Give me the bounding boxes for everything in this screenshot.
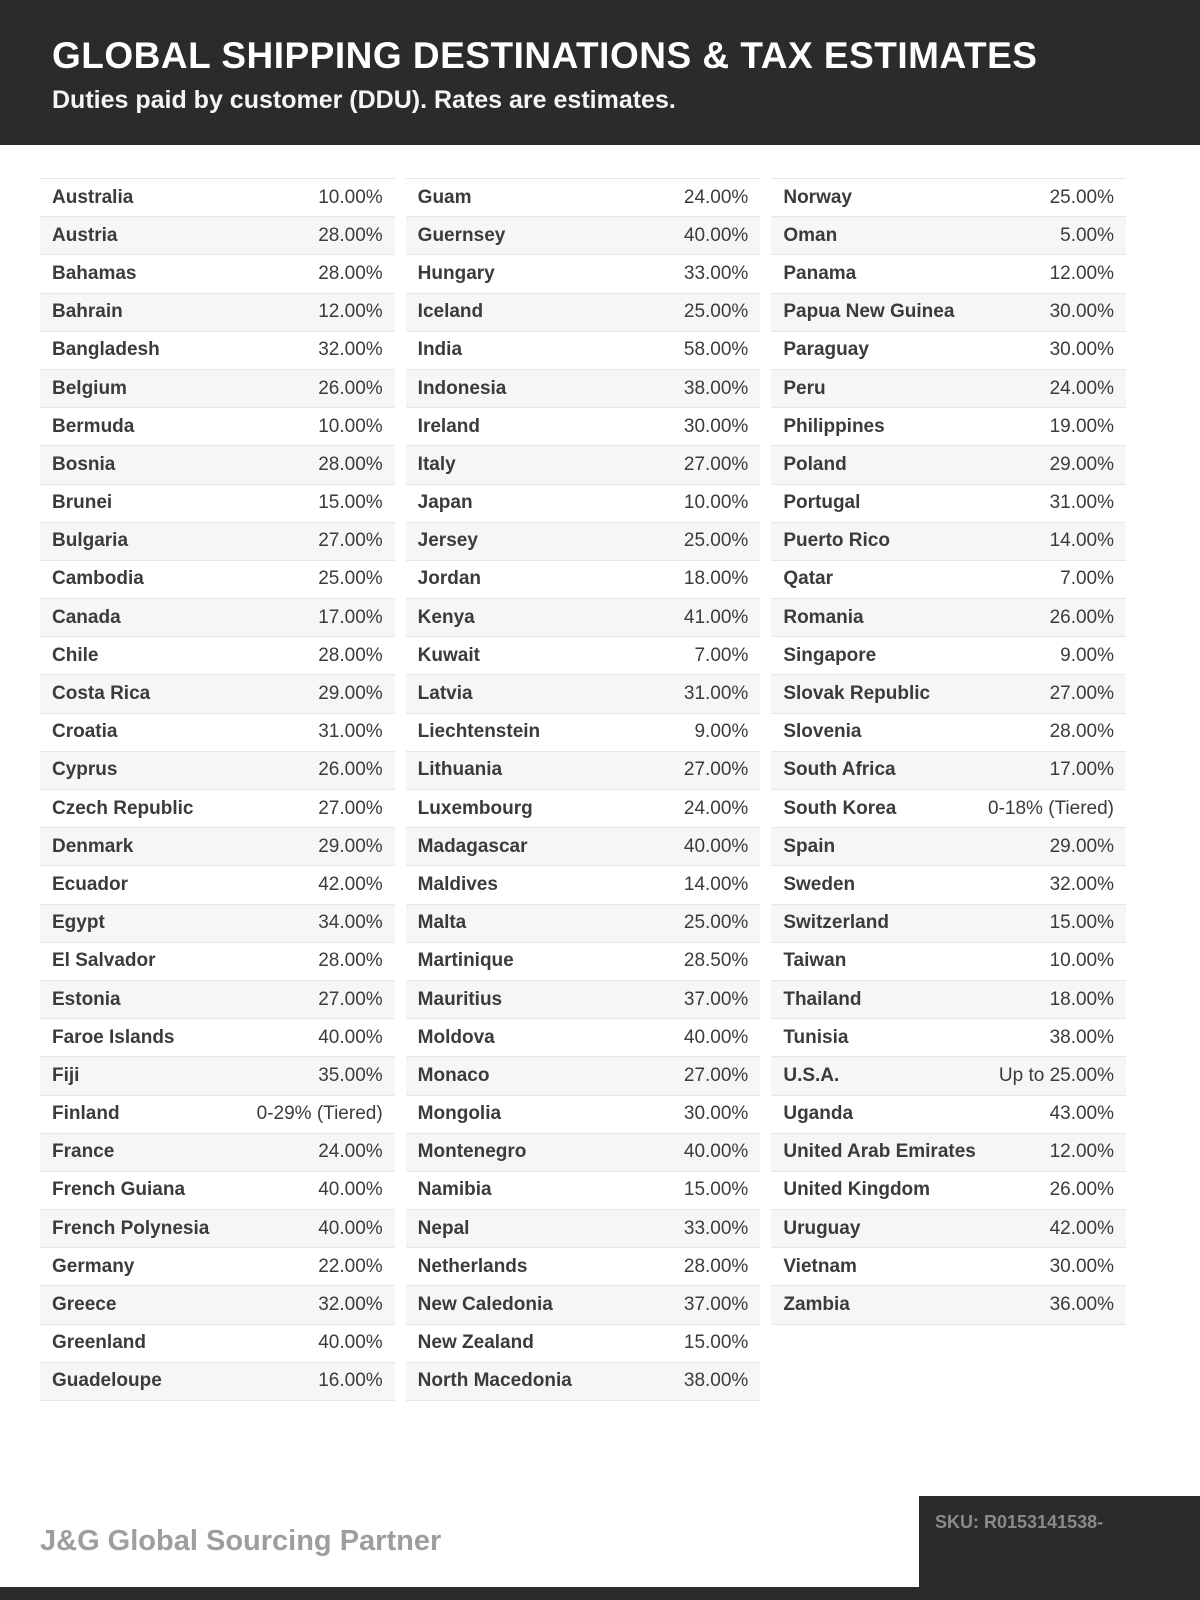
table-row: [771, 561, 1126, 599]
country-name: Kuwait: [417, 644, 480, 666]
country-name: Bahrain: [52, 301, 123, 323]
tax-rate: 29.00%: [1049, 453, 1115, 475]
country-name: Egypt: [52, 912, 105, 934]
country-name: Belgium: [52, 377, 127, 399]
country-name: Sweden: [783, 873, 856, 895]
tax-rate: 10.00%: [1049, 950, 1115, 972]
table-row: [40, 446, 395, 484]
table-row: [40, 523, 395, 561]
tax-rate: 19.00%: [1049, 415, 1115, 437]
table-row: [406, 790, 761, 828]
country-name: Madagascar: [417, 835, 528, 857]
tax-rate: 12.00%: [1049, 1141, 1115, 1163]
country-name: Greece: [52, 1294, 117, 1316]
table-row: [406, 714, 761, 752]
tax-rate: 25.00%: [683, 301, 749, 323]
tax-rate: 33.00%: [683, 1217, 749, 1239]
tax-rate: 16.00%: [318, 1370, 383, 1392]
country-name: Cyprus: [52, 759, 118, 781]
country-name: Canada: [52, 606, 121, 628]
country-name: North Macedonia: [417, 1370, 572, 1392]
table-row: [40, 1096, 395, 1134]
country-name: Martinique: [417, 950, 514, 972]
table-row: [771, 1096, 1126, 1134]
tax-rate: 30.00%: [1049, 301, 1115, 323]
table-row: [406, 370, 761, 408]
table-row: [406, 981, 761, 1019]
table-row: [771, 1286, 1126, 1324]
page-header: [0, 0, 1200, 145]
table-row: [771, 370, 1126, 408]
table-row: [40, 599, 395, 637]
country-name: Costa Rica: [52, 683, 151, 705]
table-row: [40, 332, 395, 370]
country-name: India: [417, 339, 463, 361]
table-row: [771, 1248, 1126, 1286]
tax-rate: 37.00%: [683, 988, 749, 1010]
table-row: [40, 1325, 395, 1363]
tax-rate: 15.00%: [1049, 912, 1115, 934]
country-name: Guadeloupe: [52, 1370, 162, 1392]
table-row: [771, 675, 1126, 713]
tax-rate: 28.00%: [318, 950, 383, 972]
country-name: Faroe Islands: [52, 1026, 175, 1048]
country-name: Iceland: [417, 301, 484, 323]
country-name: Spain: [783, 835, 836, 857]
country-name: Monaco: [417, 1064, 490, 1086]
country-name: Puerto Rico: [783, 530, 890, 552]
tax-rate: 26.00%: [1049, 1179, 1115, 1201]
tax-rate: 17.00%: [1049, 759, 1115, 781]
tax-rate: 42.00%: [318, 873, 383, 895]
country-name: El Salvador: [52, 950, 156, 972]
table-row: [406, 408, 761, 446]
table-row: [40, 485, 395, 523]
page-subtitle: Duties paid by customer (DDU). Rates are estimates.: [52, 85, 676, 114]
table-row: [406, 446, 761, 484]
table-row: [40, 790, 395, 828]
tax-rate: 22.00%: [318, 1255, 383, 1277]
table-row: [406, 752, 761, 790]
table-row: [40, 370, 395, 408]
rates-table: [40, 178, 1126, 1401]
country-name: Jersey: [417, 530, 478, 552]
table-row: [771, 981, 1126, 1019]
country-name: Germany: [52, 1255, 135, 1277]
tax-rate: 27.00%: [318, 988, 383, 1010]
tax-rate: 26.00%: [1049, 606, 1115, 628]
rates-table-column-3: [771, 178, 1126, 1325]
country-name: Chile: [52, 644, 99, 666]
table-row: [40, 1172, 395, 1210]
table-row: [406, 1363, 761, 1401]
table-row: [771, 752, 1126, 790]
table-row: [406, 217, 761, 255]
tax-rate: 14.00%: [1049, 530, 1115, 552]
table-row: [771, 1134, 1126, 1172]
country-name: Mongolia: [417, 1103, 502, 1125]
country-name: Malta: [417, 912, 467, 934]
table-row: [406, 1325, 761, 1363]
table-row: [40, 981, 395, 1019]
country-name: U.S.A.: [783, 1064, 840, 1086]
tax-rate: 40.00%: [318, 1026, 383, 1048]
country-name: Slovak Republic: [783, 683, 931, 705]
tax-rate: 30.00%: [1049, 339, 1115, 361]
country-name: Indonesia: [417, 377, 507, 399]
country-name: Lithuania: [417, 759, 503, 781]
table-row: [771, 485, 1126, 523]
country-name: Luxembourg: [417, 797, 533, 819]
tax-rate: 30.00%: [683, 415, 749, 437]
country-name: Papua New Guinea: [783, 301, 955, 323]
country-name: New Caledonia: [417, 1294, 553, 1316]
rates-table-column-1: [40, 178, 395, 1401]
tax-rate: 40.00%: [683, 835, 749, 857]
country-name: Ireland: [417, 415, 480, 437]
table-row: [406, 637, 761, 675]
tax-rate: 24.00%: [318, 1141, 383, 1163]
table-row: [406, 675, 761, 713]
tax-rate: 12.00%: [1049, 262, 1115, 284]
tax-rate: 29.00%: [1049, 835, 1115, 857]
table-row: [40, 179, 395, 217]
tax-rate: 38.00%: [683, 377, 749, 399]
table-row: [771, 714, 1126, 752]
table-row: [406, 599, 761, 637]
country-name: Finland: [52, 1103, 120, 1125]
table-row: [771, 523, 1126, 561]
country-name: Bermuda: [52, 415, 135, 437]
tax-rate: 26.00%: [318, 759, 383, 781]
tax-rate: 42.00%: [1049, 1217, 1115, 1239]
tax-rate: 27.00%: [683, 453, 749, 475]
table-row: [771, 179, 1126, 217]
country-name: Panama: [783, 262, 857, 284]
table-row: [40, 943, 395, 981]
table-row: [406, 866, 761, 904]
country-name: Paraguay: [783, 339, 869, 361]
country-name: Taiwan: [783, 950, 847, 972]
country-name: Tunisia: [783, 1026, 849, 1048]
tax-rate: 26.00%: [318, 377, 383, 399]
footer-brand: J&G Global Sourcing Partner: [40, 1525, 442, 1557]
tax-rate: 7.00%: [694, 644, 749, 666]
table-row: [771, 294, 1126, 332]
country-name: Croatia: [52, 721, 118, 743]
table-row: [406, 523, 761, 561]
table-row: [771, 828, 1126, 866]
tax-rate: 14.00%: [683, 873, 749, 895]
country-name: Ecuador: [52, 873, 129, 895]
tax-rate: 18.00%: [683, 568, 749, 590]
tax-rate: 38.00%: [1049, 1026, 1115, 1048]
country-name: Singapore: [783, 644, 877, 666]
country-name: United Arab Emirates: [783, 1141, 976, 1163]
country-name: Austria: [52, 224, 118, 246]
table-row: [40, 637, 395, 675]
country-name: Australia: [52, 186, 134, 208]
country-name: Peru: [783, 377, 826, 399]
country-name: Philippines: [783, 415, 885, 437]
tax-rate: 37.00%: [683, 1294, 749, 1316]
country-name: Liechtenstein: [417, 721, 541, 743]
country-name: Denmark: [52, 835, 134, 857]
table-row: [771, 255, 1126, 293]
tax-rate: 30.00%: [683, 1103, 749, 1125]
country-name: New Zealand: [417, 1332, 534, 1354]
table-row: [40, 752, 395, 790]
tax-rate: 10.00%: [318, 415, 383, 437]
country-name: Latvia: [417, 683, 473, 705]
footer-bar: [0, 1587, 1200, 1600]
table-row: [40, 828, 395, 866]
tax-rate: 29.00%: [318, 835, 383, 857]
table-row: [40, 675, 395, 713]
table-row: [771, 637, 1126, 675]
country-name: Kenya: [417, 606, 475, 628]
tax-rate: 24.00%: [683, 186, 749, 208]
tax-rate: 28.00%: [318, 262, 383, 284]
tax-rate: 34.00%: [318, 912, 383, 934]
table-row: [40, 1057, 395, 1095]
tax-rate: 15.00%: [683, 1179, 749, 1201]
table-row: [406, 179, 761, 217]
tax-rate: 28.50%: [683, 950, 749, 972]
table-row: [406, 561, 761, 599]
tax-rate: 24.00%: [683, 797, 749, 819]
tax-rate: 43.00%: [1049, 1103, 1115, 1125]
country-name: Bangladesh: [52, 339, 160, 361]
country-name: Bahamas: [52, 262, 137, 284]
tax-rate: 9.00%: [1060, 644, 1115, 666]
tax-rate: 15.00%: [683, 1332, 749, 1354]
table-row: [406, 828, 761, 866]
tax-rate: 35.00%: [318, 1064, 383, 1086]
table-row: [40, 1019, 395, 1057]
page-title: GLOBAL SHIPPING DESTINATIONS & TAX ESTIMATES: [52, 35, 1038, 76]
country-name: Slovenia: [783, 721, 862, 743]
tax-rate: 58.00%: [683, 339, 749, 361]
country-name: Italy: [417, 453, 456, 475]
country-name: Estonia: [52, 988, 121, 1010]
tax-rate: 25.00%: [318, 568, 383, 590]
tax-rate: 12.00%: [318, 301, 383, 323]
country-name: Uruguay: [783, 1217, 861, 1239]
table-row: [771, 866, 1126, 904]
tax-rate: 27.00%: [318, 797, 383, 819]
tax-rate: 27.00%: [318, 530, 383, 552]
country-name: Hungary: [417, 262, 495, 284]
table-row: [406, 1248, 761, 1286]
country-name: French Guiana: [52, 1179, 186, 1201]
country-name: Poland: [783, 453, 847, 475]
table-row: [406, 1019, 761, 1057]
table-row: [40, 1363, 395, 1401]
tax-rate: 40.00%: [318, 1217, 383, 1239]
table-row: [406, 1057, 761, 1095]
country-name: Vietnam: [783, 1255, 857, 1277]
country-name: Bosnia: [52, 453, 116, 475]
table-row: [406, 332, 761, 370]
tax-rate: 28.00%: [318, 453, 383, 475]
tax-rate: 32.00%: [318, 339, 383, 361]
sku-box: [919, 1496, 1200, 1600]
table-row: [40, 294, 395, 332]
table-row: [771, 1172, 1126, 1210]
tax-rate: 24.00%: [1049, 377, 1115, 399]
table-row: [406, 1096, 761, 1134]
table-row: [406, 255, 761, 293]
country-name: Cambodia: [52, 568, 144, 590]
country-name: Romania: [783, 606, 864, 628]
table-row: [771, 446, 1126, 484]
table-row: [771, 599, 1126, 637]
tax-rate: 5.00%: [1060, 224, 1115, 246]
sku-label: SKU: R0153141538-: [935, 1512, 1104, 1532]
tax-rate: 31.00%: [1049, 492, 1115, 514]
tax-rate: 28.00%: [1049, 721, 1115, 743]
table-row: [771, 332, 1126, 370]
tax-rate: 0-29% (Tiered): [256, 1103, 383, 1125]
country-name: Brunei: [52, 492, 113, 514]
tax-rate: 29.00%: [318, 683, 383, 705]
country-name: France: [52, 1141, 115, 1163]
country-name: Switzerland: [783, 912, 889, 934]
tax-rate: 40.00%: [683, 224, 749, 246]
country-name: Qatar: [783, 568, 833, 590]
table-row: [771, 1057, 1126, 1095]
tax-rate: 33.00%: [683, 262, 749, 284]
country-name: Jordan: [417, 568, 482, 590]
country-name: French Polynesia: [52, 1217, 210, 1239]
tax-rate: 31.00%: [683, 683, 749, 705]
tax-rate: 28.00%: [683, 1255, 749, 1277]
table-row: [771, 943, 1126, 981]
table-row: [40, 255, 395, 293]
country-name: Zambia: [783, 1294, 850, 1316]
table-row: [771, 1019, 1126, 1057]
country-name: Uganda: [783, 1103, 854, 1125]
country-name: Guam: [417, 186, 472, 208]
table-row: [406, 1172, 761, 1210]
country-name: Nepal: [417, 1217, 470, 1239]
country-name: South Africa: [783, 759, 896, 781]
tax-rate: 25.00%: [683, 912, 749, 934]
tax-rate: 27.00%: [683, 759, 749, 781]
table-row: [40, 1210, 395, 1248]
tax-rate: 40.00%: [318, 1332, 383, 1354]
table-row: [40, 561, 395, 599]
tax-rate: 25.00%: [1049, 186, 1115, 208]
country-name: Thailand: [783, 988, 862, 1010]
table-row: [406, 1286, 761, 1324]
country-name: Greenland: [52, 1332, 146, 1354]
country-name: Bulgaria: [52, 530, 129, 552]
table-row: [40, 1286, 395, 1324]
tax-rate: 40.00%: [683, 1141, 749, 1163]
tax-rate: 27.00%: [1049, 683, 1115, 705]
tax-rate: 32.00%: [318, 1294, 383, 1316]
table-row: [406, 1134, 761, 1172]
table-row: [40, 1134, 395, 1172]
table-row: [40, 408, 395, 446]
country-name: Fiji: [52, 1064, 80, 1086]
country-name: Maldives: [417, 873, 498, 895]
country-name: Norway: [783, 186, 852, 208]
tax-rate: 31.00%: [318, 721, 383, 743]
table-row: [406, 294, 761, 332]
country-name: Montenegro: [417, 1141, 527, 1163]
country-name: Oman: [783, 224, 838, 246]
table-row: [40, 1248, 395, 1286]
tax-rate: 36.00%: [1049, 1294, 1115, 1316]
table-row: [406, 485, 761, 523]
rates-table-column-2: [406, 178, 761, 1401]
tax-rate: 40.00%: [318, 1179, 383, 1201]
tax-rate: 17.00%: [318, 606, 383, 628]
tax-rate: 15.00%: [318, 492, 383, 514]
table-row: [771, 217, 1126, 255]
tax-rate: Up to 25.00%: [998, 1064, 1115, 1086]
tax-rate: 7.00%: [1060, 568, 1115, 590]
tax-rate: 10.00%: [683, 492, 749, 514]
country-name: Guernsey: [417, 224, 506, 246]
tax-rate: 40.00%: [683, 1026, 749, 1048]
tax-rate: 38.00%: [683, 1370, 749, 1392]
tax-rate: 32.00%: [1049, 873, 1115, 895]
table-row: [406, 943, 761, 981]
country-name: Czech Republic: [52, 797, 194, 819]
country-name: Netherlands: [417, 1255, 528, 1277]
table-row: [771, 408, 1126, 446]
country-name: United Kingdom: [783, 1179, 931, 1201]
tax-rate: 9.00%: [694, 721, 749, 743]
tax-rate: 25.00%: [683, 530, 749, 552]
tax-rate: 27.00%: [683, 1064, 749, 1086]
country-name: Moldova: [417, 1026, 495, 1048]
country-name: Portugal: [783, 492, 861, 514]
table-row: [771, 790, 1126, 828]
country-name: Japan: [417, 492, 473, 514]
country-name: South Korea: [783, 797, 897, 819]
tax-rate: 28.00%: [318, 224, 383, 246]
tax-rate: 0-18% (Tiered): [988, 797, 1115, 819]
table-row: [40, 714, 395, 752]
table-row: [771, 1210, 1126, 1248]
country-name: Namibia: [417, 1179, 492, 1201]
tax-rate: 28.00%: [318, 644, 383, 666]
table-row: [40, 866, 395, 904]
tax-rate: 30.00%: [1049, 1255, 1115, 1277]
table-row: [406, 905, 761, 943]
table-row: [406, 1210, 761, 1248]
table-row: [771, 905, 1126, 943]
tax-rate: 41.00%: [683, 606, 749, 628]
table-row: [40, 905, 395, 943]
country-name: Mauritius: [417, 988, 503, 1010]
table-row: [40, 217, 395, 255]
tax-rate: 10.00%: [318, 186, 383, 208]
tax-rate: 18.00%: [1049, 988, 1115, 1010]
